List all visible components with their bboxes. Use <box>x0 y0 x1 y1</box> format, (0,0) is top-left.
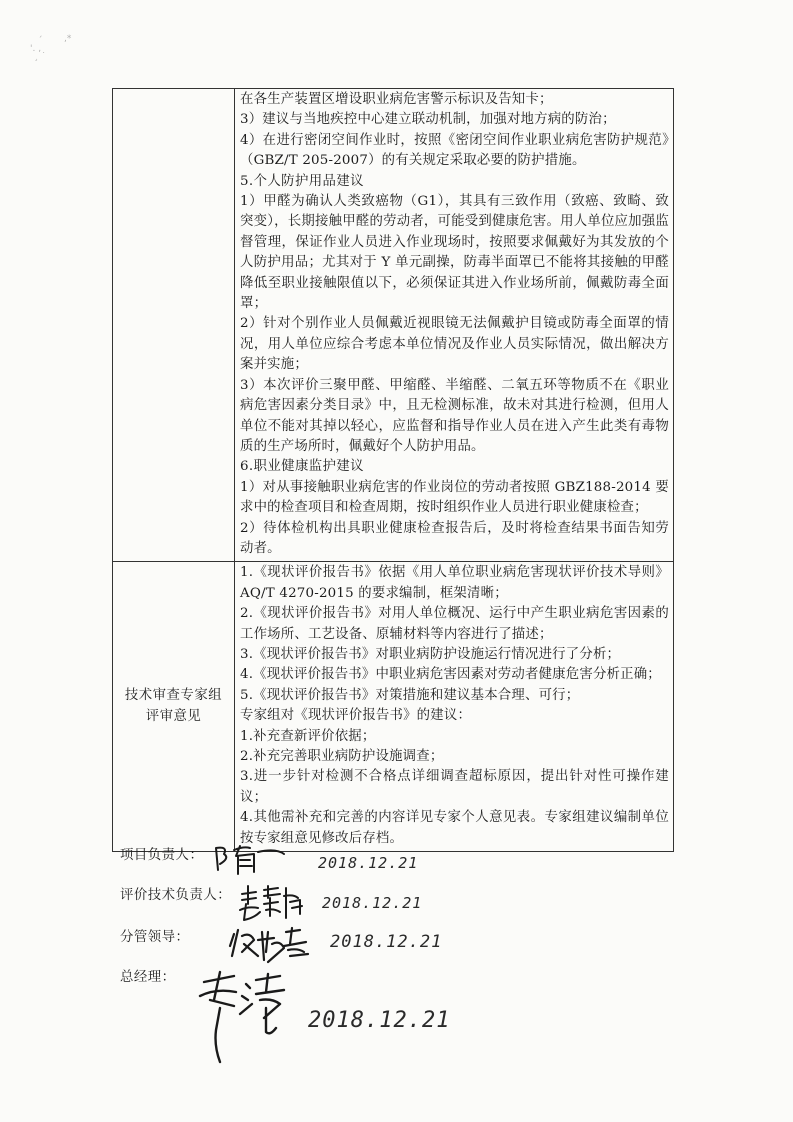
review-paragraph: 1.补充查新评价依据； <box>240 728 376 744</box>
signature-label: 评价技术负责人： <box>120 888 232 903</box>
recommendation-paragraph: 4）在进行密闭空间作业时，按照《密闭空间作业职业病危害防护规范》（GBZ/T 205-2007）的有关规定采取必要的防护措施。 <box>240 132 669 169</box>
signature-label: 总经理： <box>120 970 176 985</box>
review-paragraph: 1.《现状评价报告书》依据《用人单位职业病危害现状评价技术导则》AQ/T 4270-2015 的要求编制，框架清晰； <box>240 565 669 601</box>
review-paragraph: 4.其他需补充和完善的内容详见专家个人意见表。专家组建议编制单位按专家组意见修改后存档。 <box>240 810 669 846</box>
signature-date: 2018.12.21 <box>308 1008 451 1033</box>
signature-date: 2018.12.21 <box>318 854 419 872</box>
expert-review-label: 技术审查专家组评审意见 <box>124 688 223 724</box>
recommendations-content-cell <box>235 89 674 562</box>
signature-label: 项目负责人： <box>120 848 204 863</box>
recommendation-paragraph: 3）本次评价三聚甲醛、甲缩醛、半缩醛、二氧五环等物质不在《职业病危害因素分类目录》中，且无检测标准，故未对其进行检测，但用人单位不能对其掉以轻心，应监督和指导作业人员在进入产生此类有毒物质的生产场所时，佩戴好个人防护用品。 <box>240 377 669 454</box>
recommendation-paragraph: 1）对从事接触职业病危害的作业岗位的劳动者按照 GBZ188-2014 要求中的检查项目和检查周期，按时组织作业人员进行职业健康检查； <box>240 479 669 516</box>
recommendation-paragraph: 1）甲醛为确认人类致癌物（G1），其具有三致作用（致癌、致畸、致突变），长期接触甲醛的劳动者，可能受到健康危害。用人单位应加强监督管理，保证作业人员进入作业现场时，按照要求佩戴好为其发放的个人防护用品；尤其对于 Y 单元副操，防毒半面罩已不能将其接触的甲醛降低至职业接触限值以下，必须保证其进入作业场所前，佩戴防毒全面罩； <box>240 194 669 312</box>
handwritten-signature <box>190 970 290 1066</box>
signature-date: 2018.12.21 <box>322 894 423 912</box>
signature-date: 2018.12.21 <box>330 932 443 952</box>
review-paragraph: 2.《现状评价报告书》对用人单位概况、运行中产生职业病危害因素的工作场所、工艺设备、原辅材料等内容进行了描述； <box>240 606 669 642</box>
signature-label: 分管领导： <box>120 930 190 945</box>
recommendation-paragraph: 2）待体检机构出具职业健康检查报告后，及时将检查结果书面告知劳动者。 <box>240 520 669 556</box>
recommendation-paragraph: 3）建议与当地疾控中心建立联动机制，加强对地方病的防治； <box>240 112 616 128</box>
recommendation-paragraph: 2）针对个别作业人员佩戴近视眼镜无法佩戴护目镜或防毒全面罩的情况，用人单位应综合考虑本单位情况及作业人员实际情况，做出解决方案并实施； <box>240 316 669 373</box>
recommendations-label-cell <box>113 89 235 562</box>
review-opinion-table <box>112 88 674 852</box>
review-paragraph: 4.《现状评价报告书》中职业病危害因素对劳动者健康危害分析正确； <box>240 667 661 683</box>
review-paragraph: 2.补充完善职业病防护设施调查； <box>240 749 444 764</box>
recommendations-row <box>113 89 674 562</box>
section-heading: 5.个人防护用品建议 <box>240 173 364 189</box>
scan-corner-marks: '. , ˊ ,* ¸ ˙ <box>30 34 72 62</box>
review-paragraph: 5.《现状评价报告书》对策措施和建议基本合理、可行； <box>240 687 580 703</box>
review-paragraph: 3.进一步针对检测不合格点详细调查超标原因，提出针对性可操作建议； <box>240 769 669 805</box>
signature-row-general-manager <box>0 968 793 1068</box>
section-heading: 6.职业健康监护建议 <box>240 459 364 475</box>
expert-review-content-cell <box>235 562 674 852</box>
expert-review-row <box>113 562 674 852</box>
recommendation-paragraph: 在各生产装置区增设职业病危害警示标识及告知卡； <box>240 92 553 107</box>
handwritten-signature <box>238 884 308 924</box>
review-paragraph: 3.《现状评价报告书》对职业病防护设施运行情况进行了分析； <box>240 646 621 662</box>
handwritten-signature <box>210 842 290 876</box>
expert-review-label-cell <box>113 562 235 852</box>
review-paragraph: 专家组对《现状评价报告书》的建议： <box>240 708 472 724</box>
handwritten-signature <box>228 926 318 966</box>
